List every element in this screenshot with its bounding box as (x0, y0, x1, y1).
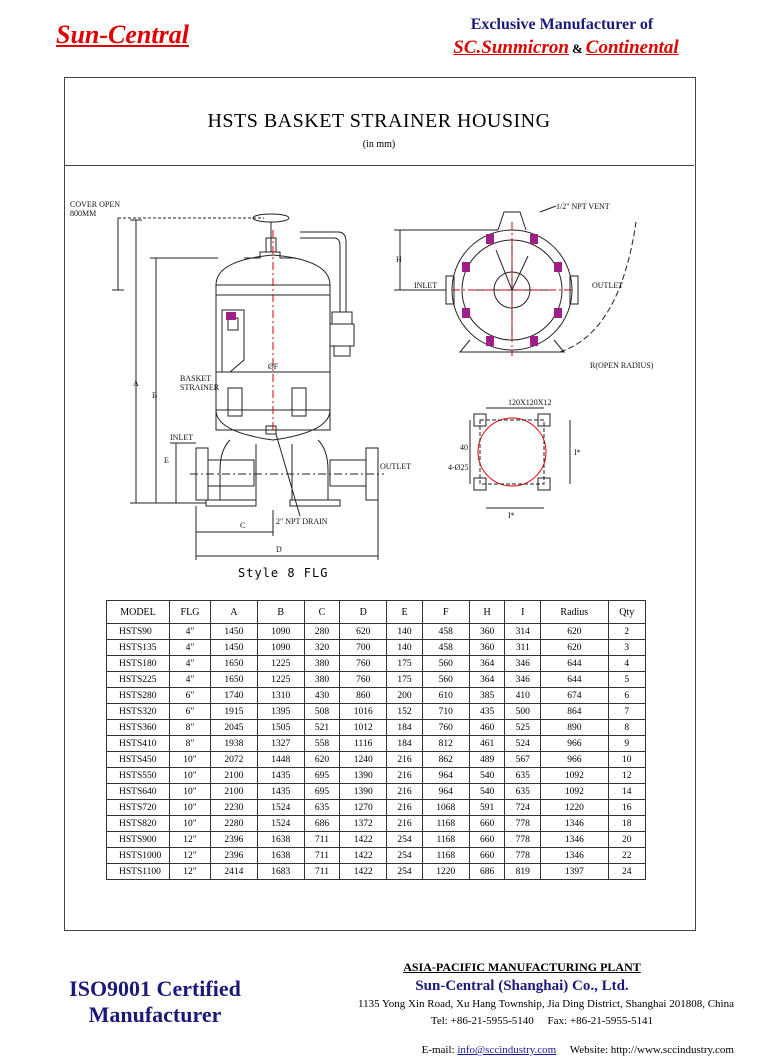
sheet-title: HSTS BASKET STRAINER HOUSING (207, 110, 551, 132)
table-cell: 1390 (340, 768, 387, 784)
table-cell: 2100 (211, 768, 258, 784)
website-text: Website: http://www.sccindustry.com (556, 1044, 734, 1056)
table-cell: 660 (469, 848, 505, 864)
model-cell: HSTS280 (107, 688, 170, 704)
table-cell: 964 (422, 768, 469, 784)
dim-d: D (276, 545, 282, 554)
drain-label: 2" NPT DRAIN (276, 517, 328, 526)
table-cell: 524 (505, 736, 541, 752)
table-cell: 216 (387, 784, 423, 800)
table-cell: 175 (387, 672, 423, 688)
iso-certification (30, 976, 280, 1028)
table-cell: 710 (422, 704, 469, 720)
table-cell: 1390 (340, 784, 387, 800)
table-cell: 1092 (541, 768, 608, 784)
table-cell: 1092 (541, 784, 608, 800)
table-cell: 1346 (541, 848, 608, 864)
table-cell: 1346 (541, 816, 608, 832)
table-cell: 1310 (257, 688, 304, 704)
dim-a: A (133, 379, 139, 388)
table-cell: 1683 (257, 864, 304, 880)
col-header: D (340, 601, 387, 624)
dim-h: H (396, 255, 402, 264)
table-cell: 346 (505, 672, 541, 688)
table-cell: 635 (505, 768, 541, 784)
table-cell: 20 (608, 832, 646, 848)
table-cell: 175 (387, 656, 423, 672)
col-header: Qty (608, 601, 646, 624)
table-cell: 489 (469, 752, 505, 768)
table-cell: 1220 (422, 864, 469, 880)
maker-sunmicron: SC.Sunmicron (453, 37, 569, 58)
table-cell: 216 (387, 800, 423, 816)
table-cell: 686 (469, 864, 505, 880)
table-cell: 1450 (211, 624, 258, 640)
contact-line (310, 1032, 734, 1056)
model-cell: HSTS1000 (107, 848, 170, 864)
table-cell: 7 (608, 704, 646, 720)
table-cell: 1068 (422, 800, 469, 816)
table-cell: 4" (170, 672, 211, 688)
table-cell: 1168 (422, 832, 469, 848)
table-cell: 1395 (257, 704, 304, 720)
dim-f: ØF (268, 362, 279, 371)
table-cell: 1638 (257, 832, 304, 848)
table-cell: 2396 (211, 848, 258, 864)
table-cell: 461 (469, 736, 505, 752)
table-cell: 10" (170, 768, 211, 784)
table-cell: 6 (608, 688, 646, 704)
table-cell: 200 (387, 688, 423, 704)
outlet-label-side: OUTLET (380, 462, 412, 471)
table-row (107, 864, 646, 880)
table-cell: 1422 (340, 864, 387, 880)
table-cell: 410 (505, 688, 541, 704)
cover-open-label: COVER OPEN (70, 200, 121, 209)
table-cell: 560 (422, 656, 469, 672)
table-cell: 2230 (211, 800, 258, 816)
table-cell: 610 (422, 688, 469, 704)
inlet-label-side: INLET (170, 433, 194, 442)
table-cell: 1168 (422, 816, 469, 832)
table-cell: 360 (469, 624, 505, 640)
email-link[interactable]: info@sccindustry.com (457, 1044, 557, 1056)
model-cell: HSTS1100 (107, 864, 170, 880)
table-cell: 711 (304, 864, 340, 880)
table-cell: 660 (469, 832, 505, 848)
table-cell: 864 (541, 704, 608, 720)
table-cell: 1650 (211, 656, 258, 672)
table-cell: 314 (505, 624, 541, 640)
table-cell: 635 (505, 784, 541, 800)
table-row (107, 816, 646, 832)
company-name: Sun-Central (Shanghai) Co., Ltd. (415, 978, 629, 994)
spec-table (106, 600, 646, 880)
table-cell: 1240 (340, 752, 387, 768)
table-cell: 1225 (257, 672, 304, 688)
model-cell: HSTS720 (107, 800, 170, 816)
table-row (107, 832, 646, 848)
model-cell: HSTS180 (107, 656, 170, 672)
table-cell: 2072 (211, 752, 258, 768)
table-cell: 10" (170, 816, 211, 832)
table-cell: 2 (608, 624, 646, 640)
table-row (107, 624, 646, 640)
table-cell: 819 (505, 864, 541, 880)
table-cell: 10" (170, 752, 211, 768)
table-cell: 12" (170, 832, 211, 848)
table-cell: 380 (304, 656, 340, 672)
holes-label: 4-Ø25 (448, 463, 469, 472)
table-cell: 430 (304, 688, 340, 704)
table-cell: 760 (422, 720, 469, 736)
table-cell: 184 (387, 736, 423, 752)
table-cell: 18 (608, 816, 646, 832)
col-header: F (422, 601, 469, 624)
model-cell: HSTS550 (107, 768, 170, 784)
table-cell: 591 (469, 800, 505, 816)
table-cell: 184 (387, 720, 423, 736)
model-cell: HSTS450 (107, 752, 170, 768)
col-header: C (304, 601, 340, 624)
brand-logo-text: Sun-Central (56, 20, 189, 49)
table-cell: 674 (541, 688, 608, 704)
vent-label: 1/2" NPT VENT (556, 202, 610, 211)
table-cell: 140 (387, 624, 423, 640)
table-cell: 10 (608, 752, 646, 768)
model-cell: HSTS900 (107, 832, 170, 848)
table-cell: 364 (469, 672, 505, 688)
table-cell: 644 (541, 656, 608, 672)
col-header: H (469, 601, 505, 624)
table-cell: 686 (304, 816, 340, 832)
table-cell: 216 (387, 816, 423, 832)
table-cell: 695 (304, 768, 340, 784)
table-cell: 644 (541, 672, 608, 688)
model-cell: HSTS135 (107, 640, 170, 656)
table-cell: 620 (340, 624, 387, 640)
table-cell: 2280 (211, 816, 258, 832)
table-cell: 1448 (257, 752, 304, 768)
table-cell: 1090 (257, 640, 304, 656)
table-row (107, 848, 646, 864)
table-cell: 1346 (541, 832, 608, 848)
table-cell: 778 (505, 816, 541, 832)
table-cell: 711 (304, 848, 340, 864)
table-cell: 695 (304, 784, 340, 800)
table-cell: 4" (170, 656, 211, 672)
table-cell: 10" (170, 800, 211, 816)
basket-label: BASKET (180, 374, 212, 383)
table-cell: 1524 (257, 816, 304, 832)
table-cell: 567 (505, 752, 541, 768)
table-cell: 1638 (257, 848, 304, 864)
table-cell: 1090 (257, 624, 304, 640)
table-cell: 1016 (340, 704, 387, 720)
table-row (107, 752, 646, 768)
table-cell: 216 (387, 752, 423, 768)
iso-line-2: Manufacturer (88, 1002, 222, 1027)
table-cell: 3 (608, 640, 646, 656)
table-cell: 2100 (211, 784, 258, 800)
table-cell: 860 (340, 688, 387, 704)
radius-note: R(OPEN RADIUS) (590, 361, 654, 370)
table-cell: 8" (170, 736, 211, 752)
table-row (107, 704, 646, 720)
table-cell: 964 (422, 784, 469, 800)
table-cell: 8 (608, 720, 646, 736)
table-cell: 1650 (211, 672, 258, 688)
table-cell: 1397 (541, 864, 608, 880)
table-cell: 558 (304, 736, 340, 752)
table-cell: 1435 (257, 768, 304, 784)
table-cell: 216 (387, 768, 423, 784)
table-cell: 1168 (422, 848, 469, 864)
table-cell: 6" (170, 688, 211, 704)
table-cell: 458 (422, 640, 469, 656)
table-cell: 521 (304, 720, 340, 736)
email-label: E-mail: (421, 1044, 458, 1056)
table-cell: 24 (608, 864, 646, 880)
table-cell: 760 (340, 656, 387, 672)
table-cell: 620 (541, 624, 608, 640)
model-cell: HSTS410 (107, 736, 170, 752)
table-cell: 8" (170, 720, 211, 736)
table-cell: 778 (505, 848, 541, 864)
technical-drawing (64, 166, 694, 586)
bracket-label: 120X120X12 (508, 398, 552, 407)
table-cell: 364 (469, 656, 505, 672)
table-cell: 1450 (211, 640, 258, 656)
col-header: B (257, 601, 304, 624)
table-cell: 1524 (257, 800, 304, 816)
table-cell: 1938 (211, 736, 258, 752)
table-cell: 660 (469, 816, 505, 832)
table-cell: 9 (608, 736, 646, 752)
table-cell: 1012 (340, 720, 387, 736)
dim-40: 40 (460, 443, 468, 452)
table-row (107, 656, 646, 672)
table-cell: 16 (608, 800, 646, 816)
table-cell: 280 (304, 624, 340, 640)
table-cell: 760 (340, 672, 387, 688)
style-label: Style 8 FLG (238, 566, 329, 580)
col-header: A (211, 601, 258, 624)
table-cell: 4" (170, 624, 211, 640)
table-cell: 360 (469, 640, 505, 656)
table-cell: 460 (469, 720, 505, 736)
table-cell: 2045 (211, 720, 258, 736)
model-cell: HSTS225 (107, 672, 170, 688)
table-cell: 1740 (211, 688, 258, 704)
table-cell: 620 (304, 752, 340, 768)
table-row (107, 736, 646, 752)
table-cell: 12" (170, 848, 211, 864)
table-cell: 254 (387, 864, 423, 880)
table-row (107, 768, 646, 784)
table-cell: 385 (469, 688, 505, 704)
table-cell: 1116 (340, 736, 387, 752)
col-header: I (505, 601, 541, 624)
strainer-label: STRAINER (180, 383, 220, 392)
inlet-label-top: INLET (414, 281, 438, 290)
table-cell: 2396 (211, 832, 258, 848)
table-cell: 966 (541, 752, 608, 768)
table-cell: 6" (170, 704, 211, 720)
table-cell: 525 (505, 720, 541, 736)
outlet-label-top: OUTLET (592, 281, 624, 290)
phone-fax: Tel: +86-21-5955-5140 Fax: +86-21-5955-5141 (430, 1015, 654, 1027)
table-cell: 540 (469, 784, 505, 800)
table-cell: 1270 (340, 800, 387, 816)
plant-heading: ASIA-PACIFIC MANUFACTURING PLANT (403, 960, 641, 974)
cover-mm-label: 800MM (70, 209, 97, 218)
table-cell: 12" (170, 864, 211, 880)
table-cell: 14 (608, 784, 646, 800)
table-cell: 311 (505, 640, 541, 656)
table-row (107, 688, 646, 704)
table-cell: 4 (608, 656, 646, 672)
table-cell: 12 (608, 768, 646, 784)
table-cell: 711 (304, 832, 340, 848)
table-cell: 862 (422, 752, 469, 768)
maker-continental: Continental (585, 37, 679, 58)
table-cell: 1422 (340, 848, 387, 864)
model-cell: HSTS320 (107, 704, 170, 720)
dim-c: C (240, 521, 246, 530)
exclusive-manufacturer-label: Exclusive Manufacturer of (470, 16, 654, 33)
col-header: Radius (541, 601, 608, 624)
table-cell: 254 (387, 848, 423, 864)
table-cell: 635 (304, 800, 340, 816)
table-body (107, 624, 646, 880)
table-cell: 140 (387, 640, 423, 656)
table-cell: 1505 (257, 720, 304, 736)
table-cell: 435 (469, 704, 505, 720)
table-row (107, 720, 646, 736)
table-cell: 724 (505, 800, 541, 816)
table-header-row (107, 601, 646, 624)
table-cell: 5 (608, 672, 646, 688)
col-header: E (387, 601, 423, 624)
table-cell: 1915 (211, 704, 258, 720)
company-address: 1135 Yong Xin Road, Xu Hang Township, Jia Ding District, Shanghai 201808, China (358, 998, 734, 1010)
table-cell: 380 (304, 672, 340, 688)
table-cell: 1225 (257, 656, 304, 672)
table-cell: 346 (505, 656, 541, 672)
dim-b: B (152, 391, 158, 400)
dim-i-vertical: I* (574, 448, 581, 457)
table-cell: 2414 (211, 864, 258, 880)
table-cell: 500 (505, 704, 541, 720)
model-cell: HSTS90 (107, 624, 170, 640)
table-cell: 1422 (340, 832, 387, 848)
iso-line-1: ISO9001 Certified (69, 976, 241, 1001)
table-cell: 812 (422, 736, 469, 752)
manufacturer-names (406, 37, 726, 59)
table-cell: 1220 (541, 800, 608, 816)
units-note: (in mm) (362, 139, 396, 150)
table-cell: 966 (541, 736, 608, 752)
table-cell: 1372 (340, 816, 387, 832)
table-cell: 700 (340, 640, 387, 656)
table-cell: 10" (170, 784, 211, 800)
table-cell: 560 (422, 672, 469, 688)
table-row (107, 672, 646, 688)
table-cell: 152 (387, 704, 423, 720)
table-cell: 4" (170, 640, 211, 656)
table-cell: 508 (304, 704, 340, 720)
table-cell: 254 (387, 832, 423, 848)
table-cell: 778 (505, 832, 541, 848)
table-cell: 620 (541, 640, 608, 656)
col-header: FLG (170, 601, 211, 624)
table-cell: 540 (469, 768, 505, 784)
dim-e: E (164, 456, 169, 465)
dim-i-horizontal: I* (508, 511, 515, 520)
table-row (107, 800, 646, 816)
table-cell: 320 (304, 640, 340, 656)
ampersand: & (571, 41, 583, 56)
table-row (107, 640, 646, 656)
table-cell: 458 (422, 624, 469, 640)
table-cell: 1435 (257, 784, 304, 800)
table-cell: 1327 (257, 736, 304, 752)
table-cell: 890 (541, 720, 608, 736)
table-row (107, 784, 646, 800)
col-header: MODEL (107, 601, 170, 624)
table-cell: 22 (608, 848, 646, 864)
model-cell: HSTS360 (107, 720, 170, 736)
model-cell: HSTS820 (107, 816, 170, 832)
model-cell: HSTS640 (107, 784, 170, 800)
